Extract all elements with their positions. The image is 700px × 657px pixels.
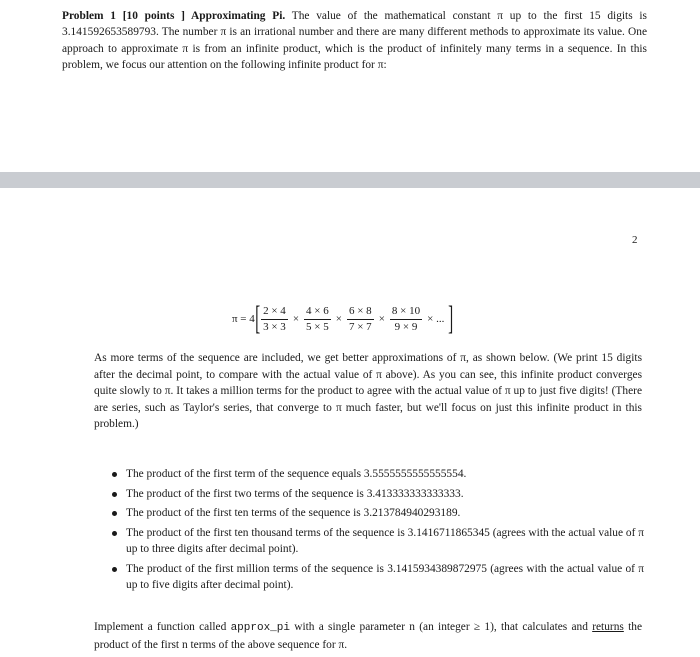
- term-denominator: 3 × 3: [263, 320, 286, 333]
- close-bracket: ]: [448, 300, 454, 337]
- term-denominator: 9 × 9: [394, 320, 418, 333]
- formula-term: [347, 305, 374, 334]
- open-bracket: [: [254, 300, 260, 337]
- bullet-icon: [112, 511, 117, 516]
- problem-intro: The value of the mathematical constant π up to the first 15 digits is 3.141592653589793. The number π is an irrational number and there are many different methods to approximate its value. One approach to approximate π is from an infinite product, which is the product of infinitely many terms in a sequence. In this problem, we focus our attention on the following infinite product for π:: [62, 10, 647, 72]
- list-item: The product of the first million terms of the sequence is 3.1415934389872975 (agrees with the actual value of π up to five digits after decimal point).: [112, 561, 644, 594]
- page-number: 2: [632, 234, 638, 246]
- task-instruction: Implement a function called approx_pi with a single parameter n (an integer ≥ 1), that calculates and returns the product of the first n terms of the above sequence for π.: [94, 621, 642, 651]
- returns-emphasis: returns: [592, 621, 624, 633]
- approximation-list: [112, 466, 644, 597]
- term-numerator: 8 × 10: [390, 305, 422, 320]
- bullet-icon: [112, 472, 117, 477]
- formula-term: [261, 305, 288, 334]
- page-one: [0, 0, 700, 172]
- convergence-paragraph: As more terms of the sequence are included, we get better approximations of π, as shown below. (We print 15 digits after the decimal point, to compare with the actual value of π above). As you can see, this infinite product converges quite slowly to π. It takes a million terms for the product to agree with the actual value of π up to just five digits! (There are series, such as Taylor's series, that converge to π much faster, but we'll focus on just this infinite product in this problem.): [94, 352, 642, 430]
- bullet-icon: [112, 531, 117, 536]
- term-numerator: 4 × 6: [304, 305, 331, 320]
- times-sign: ×: [335, 313, 342, 325]
- pi-product-formula: [232, 298, 454, 340]
- term-denominator: 5 × 5: [306, 320, 329, 333]
- times-sign: ×: [378, 313, 385, 325]
- formula-tail: × ...: [427, 313, 445, 325]
- term-denominator: 7 × 7: [348, 320, 372, 333]
- page-separator: [0, 172, 700, 188]
- list-item: The product of the first term of the sequence equals 3.5555555555555554.: [112, 466, 644, 483]
- problem-statement: [62, 8, 647, 74]
- formula-term: [304, 305, 331, 334]
- list-item: The product of the first two terms of the sequence is 3.413333333333333.: [112, 486, 644, 503]
- function-name: approx_pi: [230, 622, 290, 634]
- formula-term: [390, 305, 422, 334]
- term-numerator: 2 × 4: [261, 305, 288, 320]
- formula-lhs: π = 4: [232, 313, 255, 325]
- list-item: The product of the first ten thousand terms of the sequence is 3.1416711865345 (agrees with the actual value of π up to three digits after decimal point).: [112, 525, 644, 558]
- bullet-icon: [112, 567, 117, 572]
- term-numerator: 6 × 8: [347, 305, 374, 320]
- bullet-icon: [112, 492, 117, 497]
- problem-heading: Problem 1 [10 points ] Approximating Pi.: [62, 10, 286, 22]
- times-sign: ×: [292, 313, 300, 325]
- list-item: The product of the first ten terms of the sequence is 3.213784940293189.: [112, 505, 644, 522]
